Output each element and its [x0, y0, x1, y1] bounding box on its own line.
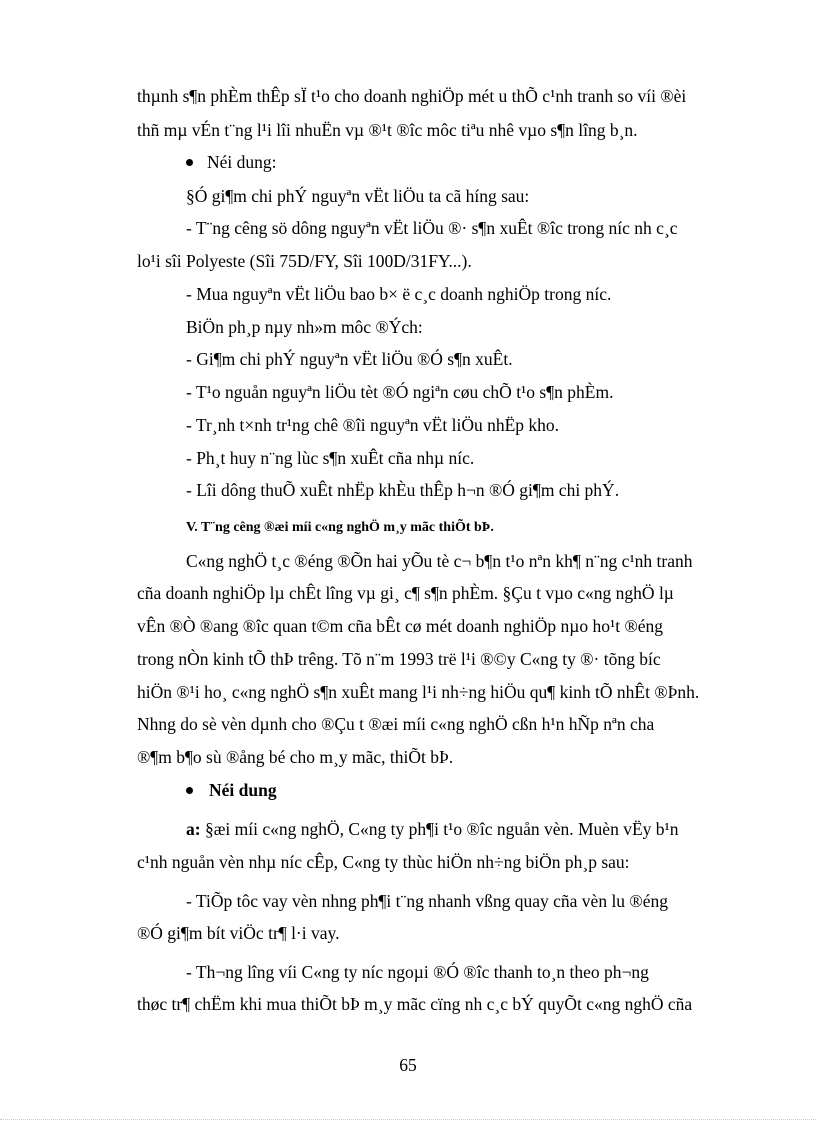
section-heading: V. T¨ng cêng ®æi míi c«ng nghÖ m¸y mãc thiÕt bÞ. [186, 520, 494, 535]
page-number: 65 [399, 1055, 417, 1075]
text-line: C«ng nghÖ t¸c ®éng ®Õn hai yÕu tè c¬ b¶n t¹o nªn kh¶ n¨ng c¹nh tranh [186, 551, 693, 571]
text-line: BiÖn ph¸p nµy nh»m môc ®Ých: [186, 317, 423, 337]
text-line: - TiÕp tôc vay vèn nhng ph¶i t¨ng nhanh vßng quay cña vèn lu ®éng [186, 891, 668, 911]
text-line: - Th¬ng lîng víi C«ng ty níc ngoµi ®Ó ®îc thanh to¸n theo ph¬ng [186, 962, 649, 982]
text-line: lo¹i sîi Polyeste (Sîi 75D/FY, Sîi 100D/31FY...). [137, 251, 472, 271]
text-line: cña doanh nghiÖp lµ chÊt lîng vµ gi¸ c¶ s¶n phÈm. §Çu t vµo c«ng nghÖ lµ [137, 583, 674, 603]
text-line: hiÖn ®¹i ho¸ c«ng nghÖ s¶n xuÊt mang l¹i nh÷ng hiÖu qu¶ kinh tÕ nhÊt ®Þnh. [137, 682, 700, 702]
text-line: - Gi¶m chi phÝ nguyªn vËt liÖu ®Ó s¶n xuÊt. [186, 349, 513, 369]
text-line: - T¨ng cêng sö dông nguyªn vËt liÖu ®· s¶n xuÊt ®îc trong níc nh c¸c [186, 218, 678, 238]
text-line: thñ mµ vÉn t¨ng l¹i lîi nhuËn vµ ®¹t ®îc môc tiªu nhê vµo s¶n lîng b¸n. [137, 120, 638, 140]
text-line: ®¶m b¶o sù ®ång bé cho m¸y mãc, thiÕt bÞ. [137, 747, 454, 767]
bullet-icon [186, 159, 193, 166]
text-line: thµnh s¶n phÈm thÊp sÏ t¹o cho doanh nghiÖp mét u thÕ c¹nh tranh so víi ®èi [137, 86, 687, 106]
text-line: Nhng do sè vèn dµnh cho ®Çu t ®æi míi c«ng nghÖ cßn h¹n hÑp nªn cha [137, 714, 655, 734]
text-line: - T¹o nguån nguyªn liÖu tèt ®Ó ngiªn cøu chÕ t¹o s¶n phÈm. [186, 382, 614, 402]
bullet-icon [186, 787, 193, 794]
text-line: ®Ó gi¶m bít viÖc tr¶ l·i vay. [137, 923, 340, 943]
page-border [0, 1119, 816, 1120]
item-text: §æi míi c«ng nghÖ, C«ng ty ph¶i t¹o ®îc nguån vèn. Muèn vËy b¹n [204, 819, 679, 839]
item-label: a: [186, 819, 201, 839]
text-line: thøc tr¶ chËm khi mua thiÕt bÞ m¸y mãc cïng nh c¸c bÝ quyÕt c«ng nghÖ cña [137, 994, 693, 1014]
text-line: trong nÒn kinh tÕ thÞ trêng. Tõ n¨m 1993 trë l¹i ®©y C«ng ty ®· tõng bíc [137, 649, 661, 669]
text-line: vÊn ®Ò ®ang ®îc quan t©m cña bÊt cø mét doanh nghiÖp nµo ho¹t ®éng [137, 616, 664, 636]
text-line: - Lîi dông thuÕ xuÊt nhËp khÈu thÊp h¬n ®Ó gi¶m chi phÝ. [186, 480, 620, 500]
text-line: §Ó gi¶m chi phÝ nguyªn vËt liÖu ta cã híng sau: [186, 186, 530, 206]
text-line: - Ph¸t huy n¨ng lùc s¶n xuÊt cña nhµ níc. [186, 448, 475, 468]
text-line: - Mua nguyªn vËt liÖu bao b× ë c¸c doanh nghiÖp trong níc. [186, 284, 612, 304]
text-line: Néi dung: [207, 152, 277, 172]
text-line [186, 818, 679, 840]
subsection-heading: Néi dung [209, 780, 277, 800]
text-line: c¹nh nguån vèn nhµ níc cÊp, C«ng ty thùc hiÖn nh÷ng biÖn ph¸p sau: [137, 852, 630, 872]
text-line: - Tr¸nh t×nh tr¹ng chê ®îi nguyªn vËt liÖu nhËp kho. [186, 415, 560, 435]
